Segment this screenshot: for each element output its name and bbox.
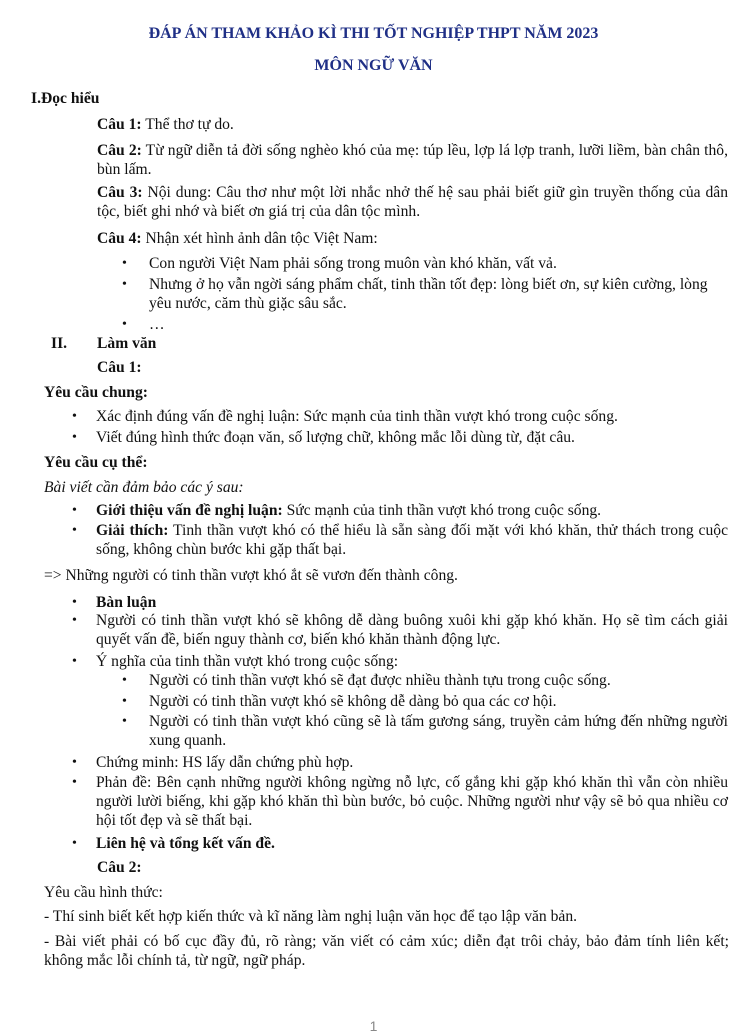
- bullet-icon: •: [72, 775, 77, 790]
- intro-text: Sức mạnh của tinh thần vượt khó trong cuộc sống.: [282, 502, 602, 519]
- q4-bullet-1: Con người Việt Nam phải sống trong muôn vàn khó khăn, vất vả.: [149, 255, 557, 272]
- q2-text: Từ ngữ diễn tả đời sống nghèo khó của mẹ: túp lều, lợp lá lợp tranh, lưỡi liềm, bàn chân thô, bùn lấm.: [97, 142, 728, 178]
- q4-bullet-2: Nhưng ở họ vẫn ngời sáng phẩm chất, tinh thần tốt đẹp: lòng biết ơn, sự kiên cường, lòng yêu nước, căm thù giặc sâu sắc.: [149, 276, 708, 312]
- meaning-text: Ý nghĩa của tinh thần vượt khó trong cuộc sống:: [96, 653, 399, 670]
- meaning-item-2: Người có tinh thần vượt khó sẽ không dễ dàng bỏ qua các cơ hội.: [149, 693, 557, 710]
- bullet-icon: •: [122, 714, 127, 729]
- intro-item: [96, 501, 601, 520]
- part2-numeral: II.: [51, 335, 68, 352]
- bullet-icon: •: [72, 613, 77, 628]
- bullet-icon: •: [122, 277, 127, 292]
- explain-text: Tinh thần vượt khó có thể hiểu là sẵn sàng đối mặt với khó khăn, thử thách trong cuộc sống, không chùn bước khi gặp thất bại.: [96, 522, 728, 558]
- page-number: 1: [369, 1018, 378, 1034]
- subject-title: MÔN NGỮ VĂN: [314, 57, 433, 74]
- document-title: ĐÁP ÁN THAM KHẢO KÌ THI TỐT NGHIỆP THPT NĂM 2023: [148, 25, 599, 42]
- bullet-icon: •: [72, 409, 77, 424]
- discuss-label: Bàn luận: [96, 594, 157, 611]
- q3-label: Câu 3:: [97, 184, 143, 201]
- c2-requirement-2: - Bài viết phải có bố cục đầy đủ, rõ ràng; văn viết có cảm xúc; diễn đạt trôi chảy, bảo đảm tính liên kết; không mắc lỗi chính tả, từ ngữ, ngữ pháp.: [44, 933, 729, 969]
- q4-answer: [97, 229, 378, 248]
- bullet-icon: •: [72, 503, 77, 518]
- q1-text: Thể thơ tự do.: [141, 116, 234, 133]
- q2-answer: [97, 141, 728, 179]
- bullet-icon: •: [122, 694, 127, 709]
- intro-label: Giới thiệu vấn đề nghị luận:: [96, 502, 283, 519]
- c1-label: Câu 1:: [97, 359, 142, 376]
- discuss-text: Người có tinh thần vượt khó sẽ không dễ dàng buông xuôi khi gặp khó khăn. Họ sẽ tìm cách giải quyết vấn đề, biến nguy thành cơ, biến khó khăn thành động lực.: [96, 612, 728, 648]
- q4-label: Câu 4:: [97, 230, 142, 247]
- conclusion-line: => Những người có tinh thần vượt khó ắt sẽ vươn đến thành công.: [44, 567, 458, 584]
- intro-italic: Bài viết cần đảm bảo các ý sau:: [44, 479, 244, 496]
- proof-item: Chứng minh: HS lấy dẫn chứng phù hợp.: [96, 754, 354, 771]
- general-item-2: Viết đúng hình thức đoạn văn, số lượng chữ, không mắc lỗi dùng từ, đặt câu.: [96, 429, 575, 446]
- c2-label: Câu 2:: [97, 859, 142, 876]
- general-heading: Yêu cầu chung:: [44, 384, 148, 401]
- bullet-icon: •: [122, 256, 127, 271]
- bullet-icon: •: [72, 595, 77, 610]
- explain-label: Giải thích:: [96, 522, 169, 539]
- bullet-icon: •: [72, 836, 77, 851]
- q3-answer: [97, 183, 728, 221]
- bullet-icon: •: [72, 430, 77, 445]
- part2-heading: Làm văn: [97, 335, 157, 352]
- bullet-icon: •: [72, 654, 77, 669]
- specific-heading: Yêu cầu cụ thể:: [44, 454, 148, 471]
- meaning-item-1: Người có tinh thần vượt khó sẽ đạt được nhiều thành tựu trong cuộc sống.: [149, 672, 611, 689]
- q1-label: Câu 1:: [97, 116, 142, 133]
- c2-requirement-1: - Thí sinh biết kết hợp kiến thức và kĩ năng làm nghị luận văn học để tạo lập văn bản.: [44, 908, 578, 925]
- q1-answer: [97, 115, 234, 134]
- summary-item: Liên hệ và tổng kết vấn đề.: [96, 835, 275, 852]
- part1-heading: I.Đọc hiểu: [31, 90, 100, 107]
- q3-text: Nội dung: Câu thơ như một lời nhắc nhở thế hệ sau phải biết giữ gìn truyền thống của dân tộc, biết ghi nhớ và biết ơn giá trị của dân tộc mình.: [97, 184, 728, 220]
- form-heading: Yêu cầu hình thức:: [44, 884, 163, 901]
- explain-item: [96, 521, 728, 559]
- general-item-1: Xác định đúng vấn đề nghị luận: Sức mạnh của tinh thần vượt khó trong cuộc sống.: [96, 408, 618, 425]
- q4-bullet-3: …: [149, 316, 165, 333]
- bullet-icon: •: [72, 523, 77, 538]
- bullet-icon: •: [72, 755, 77, 770]
- meaning-item-3: Người có tinh thần vượt khó cũng sẽ là tấm gương sáng, truyền cảm hứng đến những người xung quanh.: [149, 713, 728, 749]
- q4-text: Nhận xét hình ảnh dân tộc Việt Nam:: [141, 230, 378, 247]
- counter-item: Phản đề: Bên cạnh những người không ngừng nỗ lực, cố gắng khi gặp khó khăn thì vẫn còn nhiều người lười biếng, khi gặp khó khăn thì bùn bước, bỏ cuộc. Những người như vậy sẽ bỏ qua nhiều cơ hội tốt đẹp và sẽ thất bại.: [96, 774, 728, 829]
- bullet-icon: •: [122, 317, 127, 332]
- q2-label: Câu 2:: [97, 142, 142, 159]
- bullet-icon: •: [122, 673, 127, 688]
